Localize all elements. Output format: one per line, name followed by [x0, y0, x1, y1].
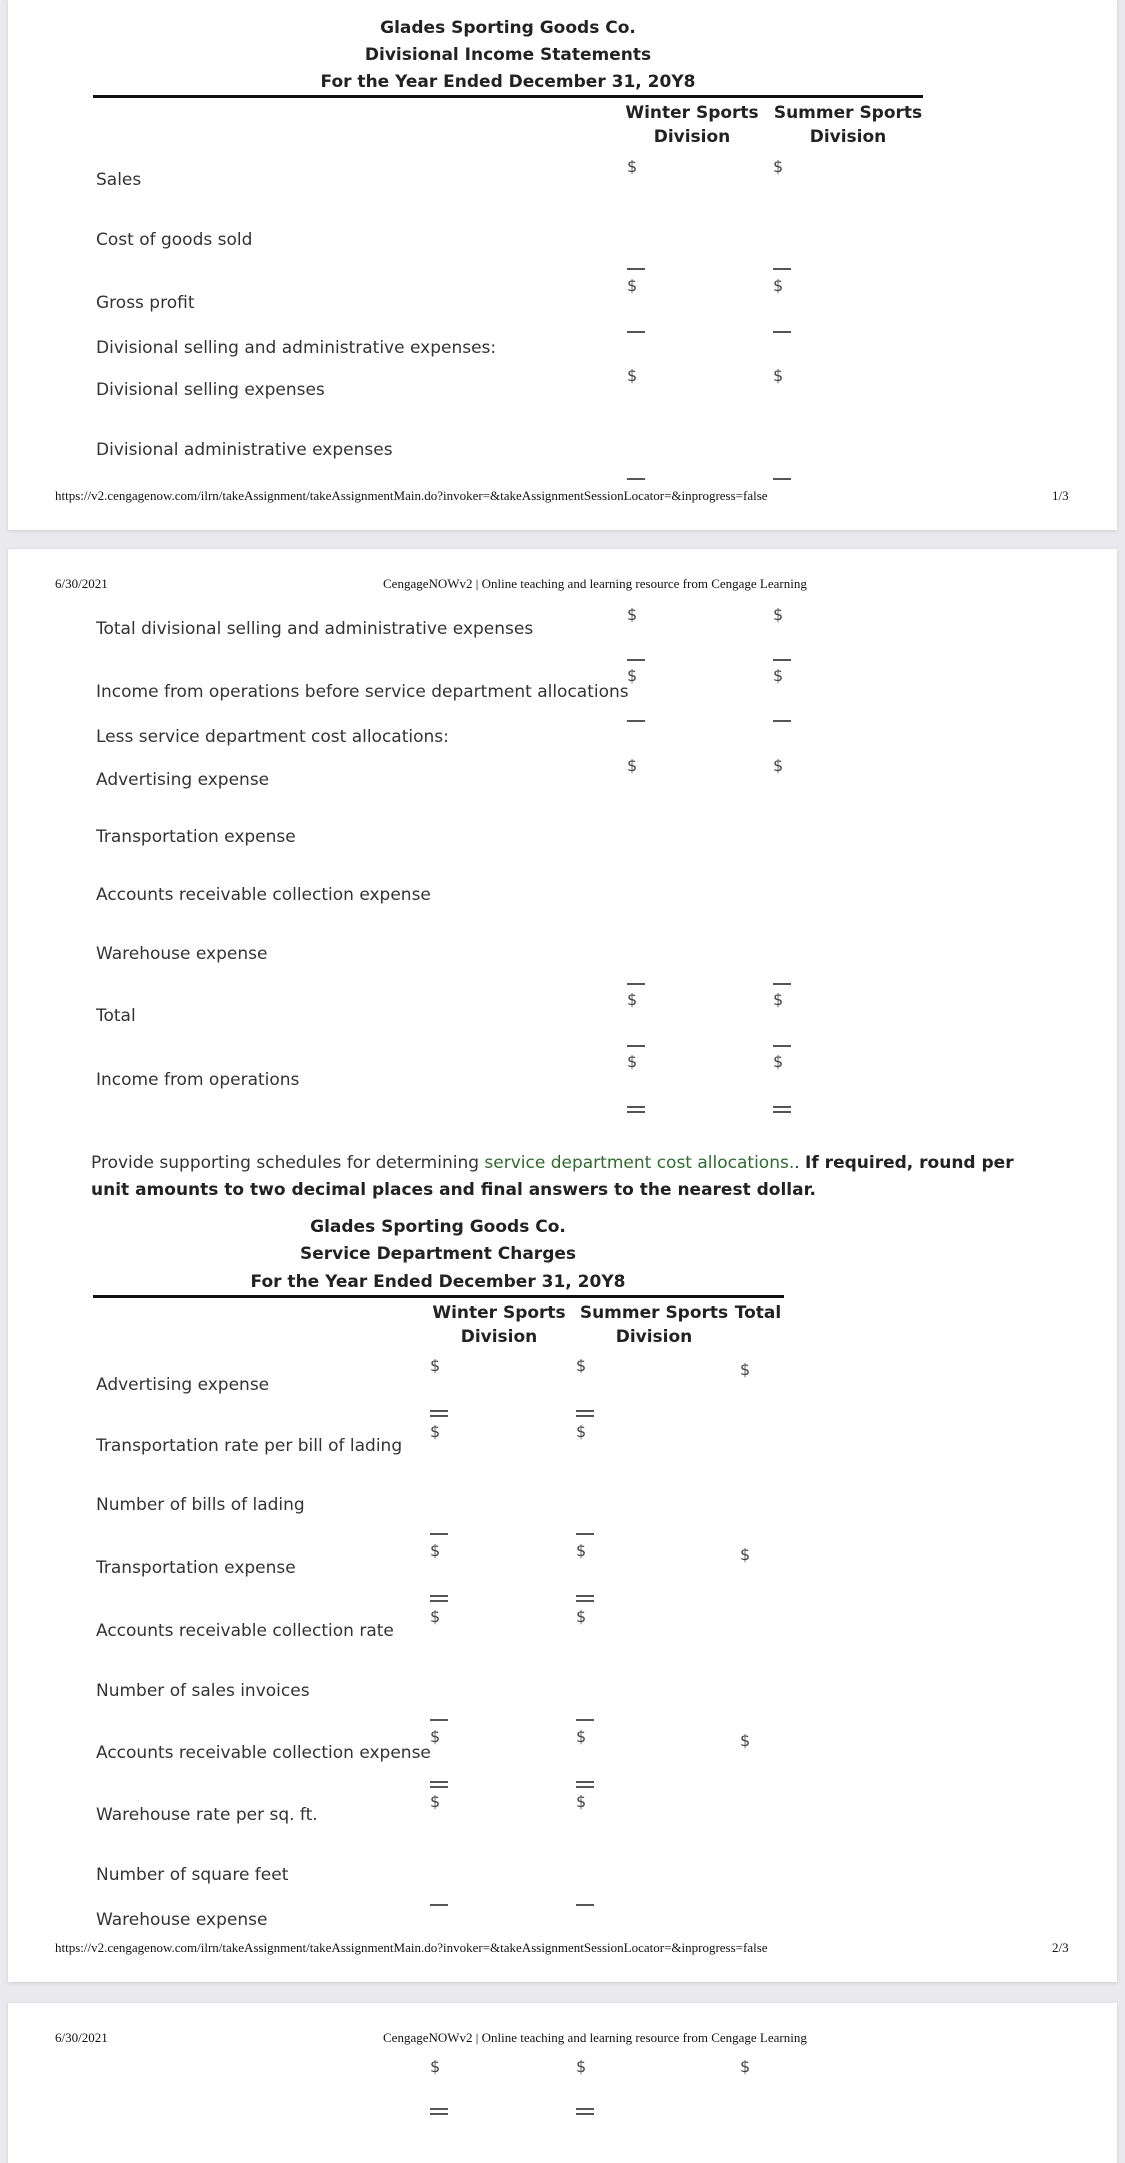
row-label-ar-collection: Accounts receivable collection expense — [96, 885, 431, 905]
underline — [773, 331, 791, 333]
double-underline — [430, 1410, 448, 1417]
underline — [576, 1904, 594, 1906]
currency-sign: $ — [627, 605, 638, 624]
row-label-warehouse: Warehouse expense — [96, 944, 268, 964]
currency-sign: $ — [627, 157, 638, 176]
currency-sign: $ — [576, 1541, 587, 1560]
underline — [430, 1904, 448, 1906]
header-date: 6/30/2021 — [55, 2030, 108, 2045]
currency-sign: $ — [627, 756, 638, 775]
page-1 — [8, 0, 1117, 530]
double-underline — [576, 1781, 594, 1788]
row-label-less-alloc-heading: Less service department cost allocations: — [96, 727, 449, 747]
row-label-cogs: Cost of goods sold — [96, 230, 253, 250]
service-period: For the Year Ended December 31, 20Y8 — [250, 1272, 626, 1292]
svc-row-advertising: Advertising expense — [96, 1375, 270, 1395]
row-label-advertising: Advertising expense — [96, 770, 270, 790]
underline — [627, 331, 645, 333]
currency-sign: $ — [740, 1360, 751, 1379]
currency-sign: $ — [627, 366, 638, 385]
currency-sign: $ — [430, 1727, 441, 1746]
currency-sign: $ — [627, 1052, 638, 1071]
row-label-transportation: Transportation expense — [96, 827, 296, 847]
page-2 — [8, 549, 1117, 1982]
underline — [773, 983, 791, 985]
service-title: Service Department Charges — [299, 1244, 577, 1264]
svc-row-bills: Number of bills of lading — [96, 1495, 305, 1515]
underline — [627, 983, 645, 985]
income-statement-title: Divisional Income Statements — [364, 45, 652, 65]
underline — [773, 478, 791, 480]
currency-sign: $ — [740, 1731, 751, 1750]
row-label-total: Total — [96, 1006, 136, 1026]
currency-sign: $ — [773, 990, 784, 1009]
svc-row-sqft: Number of square feet — [96, 1865, 289, 1885]
currency-sign: $ — [773, 157, 784, 176]
instructions: Provide supporting schedules for determining service department cost allocations.. If required, round per unit amounts to two decimal places and final answers to the nearest dollar. — [91, 1153, 1014, 1200]
currency-sign: $ — [430, 1541, 441, 1560]
footer-url: https://v2.cengagenow.com/ilrn/takeAssignment/takeAssignmentMain.do?invoker=&takeAssignmentSessionLocator=&inprogress=false — [55, 488, 768, 503]
row-label-gross-profit: Gross profit — [96, 293, 195, 313]
currency-sign: $ — [430, 2057, 441, 2076]
currency-sign: $ — [576, 1356, 587, 1375]
underline — [576, 1719, 594, 1721]
svc-row-invoices: Number of sales invoices — [96, 1681, 310, 1701]
currency-sign: $ — [430, 1792, 441, 1811]
underline — [627, 1045, 645, 1047]
row-label-div-admin: Divisional administrative expenses — [96, 440, 393, 460]
currency-sign: $ — [576, 1727, 587, 1746]
page-3 — [8, 2003, 1117, 2163]
currency-sign: $ — [740, 1545, 751, 1564]
currency-sign: $ — [430, 1422, 441, 1441]
page-number: 1/3 — [1052, 488, 1069, 503]
instructions-bold: If required, round per unit amounts to two decimal places and final answers to the nearest dollar. — [91, 1153, 1014, 1200]
income-statement-period: For the Year Ended December 31, 20Y8 — [320, 72, 696, 92]
double-underline — [430, 2108, 448, 2115]
svc-row-transportation: Transportation expense — [96, 1558, 296, 1578]
income-statement-company: Glades Sporting Goods Co. — [380, 18, 636, 38]
footer-url: https://v2.cengagenow.com/ilrn/takeAssignment/takeAssignmentMain.do?invoker=&takeAssignmentSessionLocator=&inprogress=false — [55, 1940, 768, 1955]
service-title-rule — [93, 1295, 784, 1298]
row-label-div-selling: Divisional selling expenses — [96, 380, 325, 400]
currency-sign: $ — [430, 1607, 441, 1626]
page-number: 2/3 — [1052, 1940, 1069, 1955]
double-underline — [576, 2108, 594, 2115]
underline — [773, 659, 791, 661]
svc-col-header-winter: Winter Sports Division — [432, 1303, 566, 1347]
currency-sign: $ — [740, 2057, 751, 2076]
svc-row-trans-rate: Transportation rate per bill of lading — [96, 1436, 403, 1456]
double-underline — [576, 1410, 594, 1417]
underline — [627, 720, 645, 722]
underline — [773, 1045, 791, 1047]
col-header-winter: Winter Sports Division — [625, 103, 759, 147]
underline — [627, 659, 645, 661]
row-label-income-ops: Income from operations — [96, 1070, 300, 1090]
double-underline — [576, 1595, 594, 1602]
row-label-div-sga-heading: Divisional selling and administrative expenses: — [96, 338, 497, 358]
row-label-sales: Sales — [96, 170, 142, 190]
underline — [627, 478, 645, 480]
service-company: Glades Sporting Goods Co. — [310, 1217, 566, 1237]
row-label-total-div-sga: Total divisional selling and administrative expenses — [96, 619, 534, 639]
underline — [576, 1533, 594, 1535]
currency-sign: $ — [773, 605, 784, 624]
currency-sign: $ — [773, 276, 784, 295]
currency-sign: $ — [576, 1422, 587, 1441]
instructions-text: Provide supporting schedules for determining — [91, 1153, 485, 1173]
currency-sign: $ — [773, 756, 784, 775]
svc-row-ar-rate: Accounts receivable collection rate — [96, 1621, 394, 1641]
currency-sign: $ — [430, 1356, 441, 1375]
underline — [430, 1719, 448, 1721]
row-label-income-before-alloc: Income from operations before service department allocations — [96, 682, 629, 702]
service-dept-link[interactable]: service department cost allocations. — [484, 1153, 795, 1173]
currency-sign: $ — [576, 1607, 587, 1626]
header-site: CengageNOWv2 | Online teaching and learning resource from Cengage Learning — [383, 576, 807, 591]
header-site: CengageNOWv2 | Online teaching and learning resource from Cengage Learning — [383, 2030, 807, 2045]
currency-sign: $ — [627, 990, 638, 1009]
currency-sign: $ — [773, 1052, 784, 1071]
underline — [430, 1533, 448, 1535]
underline — [627, 268, 645, 270]
currency-sign: $ — [627, 276, 638, 295]
double-underline — [430, 1781, 448, 1788]
col-header-summer: Summer Sports Division — [773, 103, 923, 147]
svc-col-header-total: Total — [734, 1303, 782, 1323]
underline — [773, 720, 791, 722]
currency-sign: $ — [773, 666, 784, 685]
double-underline — [773, 1106, 791, 1113]
double-underline — [430, 1595, 448, 1602]
double-underline — [627, 1106, 645, 1113]
svc-row-warehouse: Warehouse expense — [96, 1910, 268, 1930]
currency-sign: $ — [773, 366, 784, 385]
currency-sign: $ — [576, 1792, 587, 1811]
svc-col-header-summer: Summer Sports Division — [579, 1303, 729, 1347]
title-rule — [93, 95, 923, 98]
svc-row-ar-expense: Accounts receivable collection expense — [96, 1743, 431, 1763]
currency-sign: $ — [627, 666, 638, 685]
svc-row-wh-rate: Warehouse rate per sq. ft. — [96, 1805, 318, 1825]
currency-sign: $ — [576, 2057, 587, 2076]
header-date: 6/30/2021 — [55, 576, 108, 591]
underline — [773, 268, 791, 270]
